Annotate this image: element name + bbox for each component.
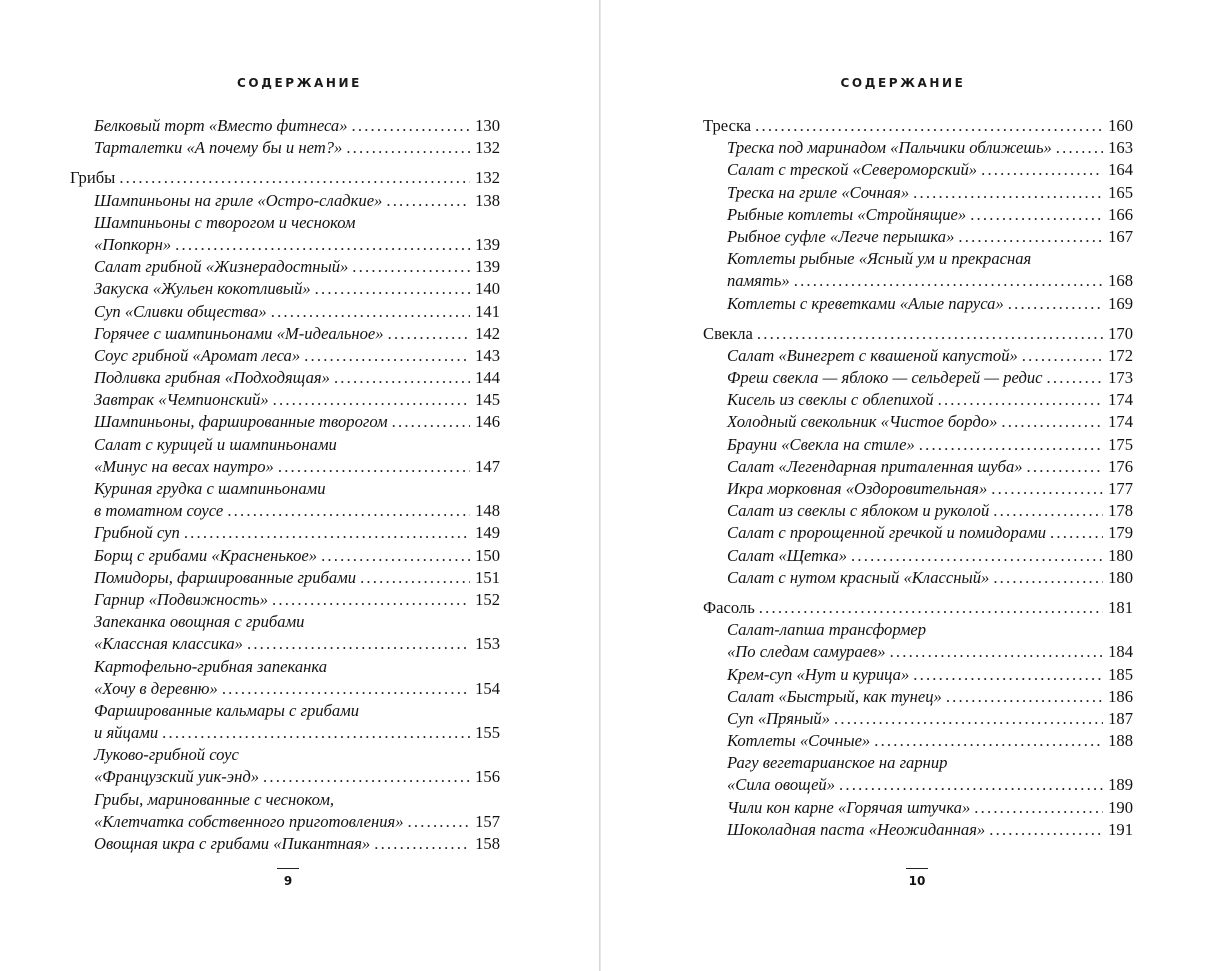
dot-leader [346, 137, 470, 159]
toc-entry-page: 174 [1108, 390, 1133, 410]
toc-entry-title: Салат «Быстрый, как тунец» [727, 686, 942, 706]
dot-leader [374, 833, 470, 855]
toc-entry-page: 181 [1108, 597, 1133, 617]
toc-entry-title: Закуска «Жульен кокотливый» [94, 279, 311, 299]
dot-leader [184, 522, 470, 544]
toc-entry [70, 500, 500, 522]
toc-entry-title: «Попкорн» [94, 234, 172, 254]
toc-group [703, 323, 1133, 589]
dot-leader [938, 389, 1103, 411]
dot-leader [794, 270, 1103, 292]
dot-leader [278, 456, 470, 478]
toc-entry-title: Суп «Сливки общества» [94, 301, 267, 321]
toc-entry [70, 700, 500, 722]
left-page [0, 0, 600, 971]
toc-entry-page: 186 [1108, 686, 1133, 706]
toc-entry-title: Котлеты рыбные «Ясный ум и прекрасная [727, 249, 1032, 269]
toc-entry [703, 159, 1133, 181]
page-header: СОДЕРЖАНИЕ [840, 76, 966, 90]
toc-entry-page: 184 [1108, 642, 1133, 662]
toc-entry-page: 157 [475, 811, 500, 831]
toc-section-entry [70, 167, 500, 189]
toc-entry-title: Брауни «Свекла на стиле» [727, 434, 915, 454]
dot-leader [851, 545, 1103, 567]
toc-entry [70, 256, 500, 278]
dot-leader [222, 678, 470, 700]
toc-entry-title: Салат «Щетка» [727, 545, 848, 565]
toc-entry-title: «Сила овощей» [727, 775, 836, 795]
dot-leader [388, 323, 470, 345]
toc-entry [703, 226, 1133, 248]
toc-entry-title: память» [727, 271, 790, 291]
toc-entry [703, 641, 1133, 663]
toc-entry-title: Тарталетки «А почему бы и нет?» [94, 138, 343, 158]
toc-entry [703, 478, 1133, 500]
toc-entry [70, 137, 500, 159]
toc-entry [70, 656, 500, 678]
toc-entry-page: 151 [475, 567, 500, 587]
dot-leader [1008, 293, 1103, 315]
dot-leader [834, 708, 1103, 730]
toc-entry-page: 156 [475, 767, 500, 787]
toc-entry-title: Салат из свеклы с яблоком и руколой [727, 501, 990, 521]
page-header: СОДЕРЖАНИЕ [237, 76, 362, 90]
dot-leader [989, 819, 1103, 841]
toc-entry-page: 166 [1108, 204, 1133, 224]
toc-entry [70, 744, 500, 766]
dot-leader [993, 500, 1103, 522]
toc-entry-title: Треска на гриле «Сочная» [727, 182, 910, 202]
toc-entry [70, 766, 500, 788]
toc-entry-page: 143 [475, 345, 500, 365]
toc-entry-title: «Клетчатка собственного приготовления» [94, 811, 404, 831]
toc-entry-page: 177 [1108, 479, 1133, 498]
toc-entry-title: Салат с нутом красный «Классный» [727, 567, 990, 587]
dot-leader [757, 323, 1103, 345]
dot-leader [991, 478, 1103, 500]
toc-entry-page: 154 [475, 678, 500, 698]
toc-entry [70, 434, 500, 456]
toc-entry-title: Борщ с грибами «Красненькое» [94, 545, 318, 565]
toc-entry [70, 811, 500, 833]
toc-entry-page: 170 [1108, 323, 1133, 343]
toc-entry-page: 144 [475, 368, 500, 388]
toc-entry-title: Треска под маринадом «Пальчики оближешь» [727, 138, 1052, 158]
dot-leader [392, 411, 470, 433]
toc-entry-page: 132 [475, 168, 500, 188]
toc-entry [70, 212, 500, 234]
toc-entry-title: Шампиньоны с творогом и чесноком [94, 212, 356, 232]
toc-entry-title: Салат грибной «Жизнерадостный» [94, 257, 349, 277]
toc-entry [70, 278, 500, 300]
toc-entry [70, 115, 500, 137]
toc-entry-title: Грибной суп [94, 523, 180, 543]
dot-leader [315, 278, 470, 300]
toc-entry [70, 545, 500, 567]
toc-section-entry [703, 323, 1133, 345]
dot-leader [974, 797, 1103, 819]
toc-entry-page: 152 [475, 589, 500, 609]
toc-entry-title: Шоколадная паста «Неожиданная» [727, 819, 986, 839]
dot-leader [981, 159, 1103, 181]
toc-entry-title: Салат «Легендарная приталенная шуба» [727, 456, 1023, 476]
toc-entry-page: 185 [1108, 664, 1133, 684]
toc-entry-title: Луково-грибной соус [94, 745, 239, 765]
toc-entry-title: Помидоры, фаршированные грибами [94, 567, 357, 587]
toc-entry-title: «По следам самураев» [727, 642, 886, 662]
dot-leader [1056, 137, 1103, 159]
dot-leader [755, 115, 1103, 137]
toc-entry-page: 146 [475, 412, 500, 432]
toc-entry-title: Рыбное суфле «Легче перышка» [727, 226, 955, 246]
dot-leader [386, 190, 470, 212]
toc-entry-page: 130 [475, 116, 500, 135]
toc-entry [70, 301, 500, 323]
dot-leader [408, 811, 470, 833]
toc-entry-page: 187 [1108, 708, 1133, 728]
dot-leader [1001, 411, 1103, 433]
dot-leader [1022, 345, 1103, 367]
dot-leader [263, 766, 470, 788]
toc-entry-title: Гарнир «Подвижность» [94, 589, 269, 609]
toc-entry [703, 522, 1133, 544]
toc-entry-page: 148 [475, 501, 500, 521]
dot-leader [273, 389, 470, 411]
toc-entry-page: 132 [475, 138, 500, 158]
toc-entry-page: 158 [475, 834, 500, 853]
toc-entry-page: 175 [1108, 434, 1133, 454]
toc-entry [70, 367, 500, 389]
toc-entry-title: в томатном соусе [94, 501, 224, 521]
toc-entry-title: Икра морковная «Оздоровительная» [727, 479, 988, 498]
toc-entry-title: Шампиньоны, фаршированные творогом [94, 412, 388, 432]
toc-entry [703, 819, 1133, 841]
toc-group [70, 167, 500, 855]
dot-leader [272, 589, 470, 611]
dot-leader [247, 633, 470, 655]
toc-entry-page: 150 [475, 545, 500, 565]
toc-entry-page: 189 [1108, 775, 1133, 795]
toc-entry-title: Горячее с шампиньонами «М-идеальное» [94, 323, 384, 343]
toc-section-entry [703, 597, 1133, 619]
dot-leader [1047, 367, 1103, 389]
toc-entry [703, 500, 1133, 522]
toc-entry-page: 139 [475, 234, 500, 254]
toc-entry-title: Салат «Винегрет с квашеной капустой» [727, 345, 1018, 365]
toc-entry-title: Кисель из свеклы с облепихой [727, 390, 934, 410]
toc-entry-title: «Французский уик-энд» [94, 767, 260, 787]
toc-entry [703, 730, 1133, 752]
toc-entry-page: 169 [1108, 293, 1133, 313]
toc-entry-title: Белковый торт «Вместо фитнеса» [94, 116, 348, 135]
toc-entry [703, 774, 1133, 796]
toc-entry-page: 140 [475, 279, 500, 299]
toc-entry-title: Овощная икра с грибами «Пикантная» [94, 834, 371, 853]
dot-leader [946, 686, 1103, 708]
toc-entry-title: Шампиньоны на гриле «Остро-сладкие» [94, 190, 383, 210]
toc-entry-title: Грибы, маринованные с чесноком, [94, 789, 335, 809]
toc-entry-page: 165 [1108, 182, 1133, 202]
toc-entry [703, 137, 1133, 159]
toc-entry [703, 752, 1133, 774]
toc-entry [703, 182, 1133, 204]
dot-leader [1027, 456, 1103, 478]
dot-leader [874, 730, 1103, 752]
toc-entry [70, 722, 500, 744]
toc-entry-title: Холодный свекольник «Чистое бордо» [727, 412, 998, 432]
toc-entry-title: Рагу вегетарианское на гарнир [727, 753, 948, 773]
toc-entry [70, 789, 500, 811]
toc-entry-title: Чили кон карне «Горячая штучка» [727, 797, 971, 817]
toc-entry-page: 147 [475, 456, 500, 476]
toc-entry-page: 163 [1108, 138, 1133, 158]
toc-entry-page: 155 [475, 723, 500, 743]
dot-leader [993, 567, 1103, 589]
toc-entry-page: 173 [1108, 368, 1133, 388]
dot-leader [352, 256, 470, 278]
dot-leader [970, 204, 1103, 226]
toc-list [70, 115, 500, 855]
dot-leader [271, 301, 470, 323]
toc-entry-title: Салат с треской «Североморский» [727, 160, 978, 180]
toc-entry [70, 411, 500, 433]
toc-entry-title: Подливка грибная «Подходящая» [94, 368, 330, 388]
toc-entry-page: 176 [1108, 456, 1133, 476]
dot-leader [919, 434, 1103, 456]
toc-entry [70, 478, 500, 500]
toc-entry-title: Запеканка овощная с грибами [94, 612, 305, 632]
toc-entry [703, 434, 1133, 456]
dot-leader [352, 115, 471, 137]
toc-entry-page: 153 [475, 634, 500, 654]
toc-entry-title: Свекла [703, 323, 753, 343]
toc-entry-title: Фреш свекла — яблоко — сельдерей — редис [727, 368, 1043, 388]
toc-entry [70, 323, 500, 345]
toc-entry [703, 248, 1133, 270]
page-number: 10 [897, 868, 937, 888]
toc-entry-page: 164 [1108, 160, 1133, 180]
toc-entry [70, 456, 500, 478]
toc-entry [703, 567, 1133, 589]
toc-entry [70, 389, 500, 411]
toc-entry [703, 664, 1133, 686]
toc-entry-title: «Классная классика» [94, 634, 243, 654]
toc-entry [70, 567, 500, 589]
dot-leader [839, 774, 1103, 796]
toc-entry-page: 180 [1108, 545, 1133, 565]
toc-entry-title: Салат-лапша трансформер [727, 620, 927, 640]
page-number: 9 [268, 868, 308, 888]
dot-leader [175, 234, 470, 256]
dot-leader [227, 500, 470, 522]
toc-entry-title: Салат с курицей и шампиньонами [94, 434, 337, 454]
toc-entry [703, 708, 1133, 730]
toc-entry-title: Грибы [70, 168, 116, 188]
toc-group [703, 597, 1133, 841]
toc-entry [70, 611, 500, 633]
toc-entry-title: «Минус на весах наутро» [94, 456, 274, 476]
toc-entry-title: и яйцами [94, 723, 159, 743]
toc-entry [703, 411, 1133, 433]
toc-entry [703, 619, 1133, 641]
toc-entry-title: Треска [703, 116, 752, 135]
toc-entry [703, 270, 1133, 292]
toc-entry [70, 345, 500, 367]
toc-entry-title: Рыбные котлеты «Стройнящие» [727, 204, 967, 224]
toc-entry [703, 545, 1133, 567]
toc-section-entry [703, 115, 1133, 137]
toc-entry [70, 833, 500, 855]
toc-entry [703, 345, 1133, 367]
toc-entry-title: «Хочу в деревню» [94, 678, 218, 698]
toc-entry-page: 180 [1108, 567, 1133, 587]
toc-entry [70, 522, 500, 544]
toc-entry-title: Котлеты с креветками «Алые паруса» [727, 293, 1004, 313]
toc-entry-page: 167 [1108, 226, 1133, 246]
dot-leader [913, 664, 1103, 686]
toc-group [70, 115, 500, 159]
toc-entry [70, 678, 500, 700]
toc-entry-page: 145 [475, 390, 500, 410]
toc-entry [703, 389, 1133, 411]
dot-leader [958, 226, 1103, 248]
toc-entry-title: Котлеты «Сочные» [727, 731, 871, 751]
toc-entry-title: Куриная грудка с шампиньонами [94, 479, 326, 498]
toc-entry [70, 633, 500, 655]
dot-leader [360, 567, 470, 589]
toc-entry-title: Завтрак «Чемпионский» [94, 390, 269, 410]
toc-entry-title: Картофельно-грибная запеканка [94, 656, 328, 676]
dot-leader [1050, 522, 1103, 544]
toc-entry-page: 178 [1108, 501, 1133, 521]
toc-entry-page: 160 [1108, 116, 1133, 135]
toc-entry-page: 179 [1108, 523, 1133, 543]
toc-entry-title: Фаршированные кальмары с грибами [94, 700, 360, 720]
toc-entry [70, 589, 500, 611]
toc-entry-title: Фасоль [703, 597, 755, 617]
toc-entry-page: 138 [475, 190, 500, 210]
toc-entry-page: 172 [1108, 345, 1133, 365]
toc-group [703, 115, 1133, 315]
toc-entry-page: 142 [475, 323, 500, 343]
dot-leader [759, 597, 1103, 619]
dot-leader [890, 641, 1103, 663]
dot-leader [913, 182, 1103, 204]
toc-entry-page: 191 [1108, 819, 1133, 839]
dot-leader [119, 167, 470, 189]
toc-entry [703, 797, 1133, 819]
toc-entry [703, 367, 1133, 389]
toc-entry [703, 204, 1133, 226]
toc-entry [70, 234, 500, 256]
toc-entry [70, 190, 500, 212]
toc-entry-title: Соус грибной «Аромат леса» [94, 345, 301, 365]
toc-entry-page: 190 [1108, 797, 1133, 817]
toc-entry-page: 141 [475, 301, 500, 321]
dot-leader [162, 722, 470, 744]
toc-entry [703, 686, 1133, 708]
toc-entry-page: 168 [1108, 271, 1133, 291]
toc-entry [703, 456, 1133, 478]
toc-entry-title: Салат с пророщенной гречкой и помидорами [727, 523, 1047, 543]
toc-list [703, 115, 1133, 841]
dot-leader [334, 367, 470, 389]
right-page [601, 0, 1205, 971]
toc-entry-title: Крем-суп «Нут и курица» [727, 664, 910, 684]
toc-entry-title: Суп «Пряный» [727, 708, 831, 728]
toc-entry [703, 293, 1133, 315]
dot-leader [304, 345, 470, 367]
toc-entry-page: 149 [475, 523, 500, 543]
toc-entry-page: 188 [1108, 731, 1133, 751]
toc-entry-page: 139 [475, 257, 500, 277]
toc-entry-page: 174 [1108, 412, 1133, 432]
dot-leader [321, 545, 470, 567]
